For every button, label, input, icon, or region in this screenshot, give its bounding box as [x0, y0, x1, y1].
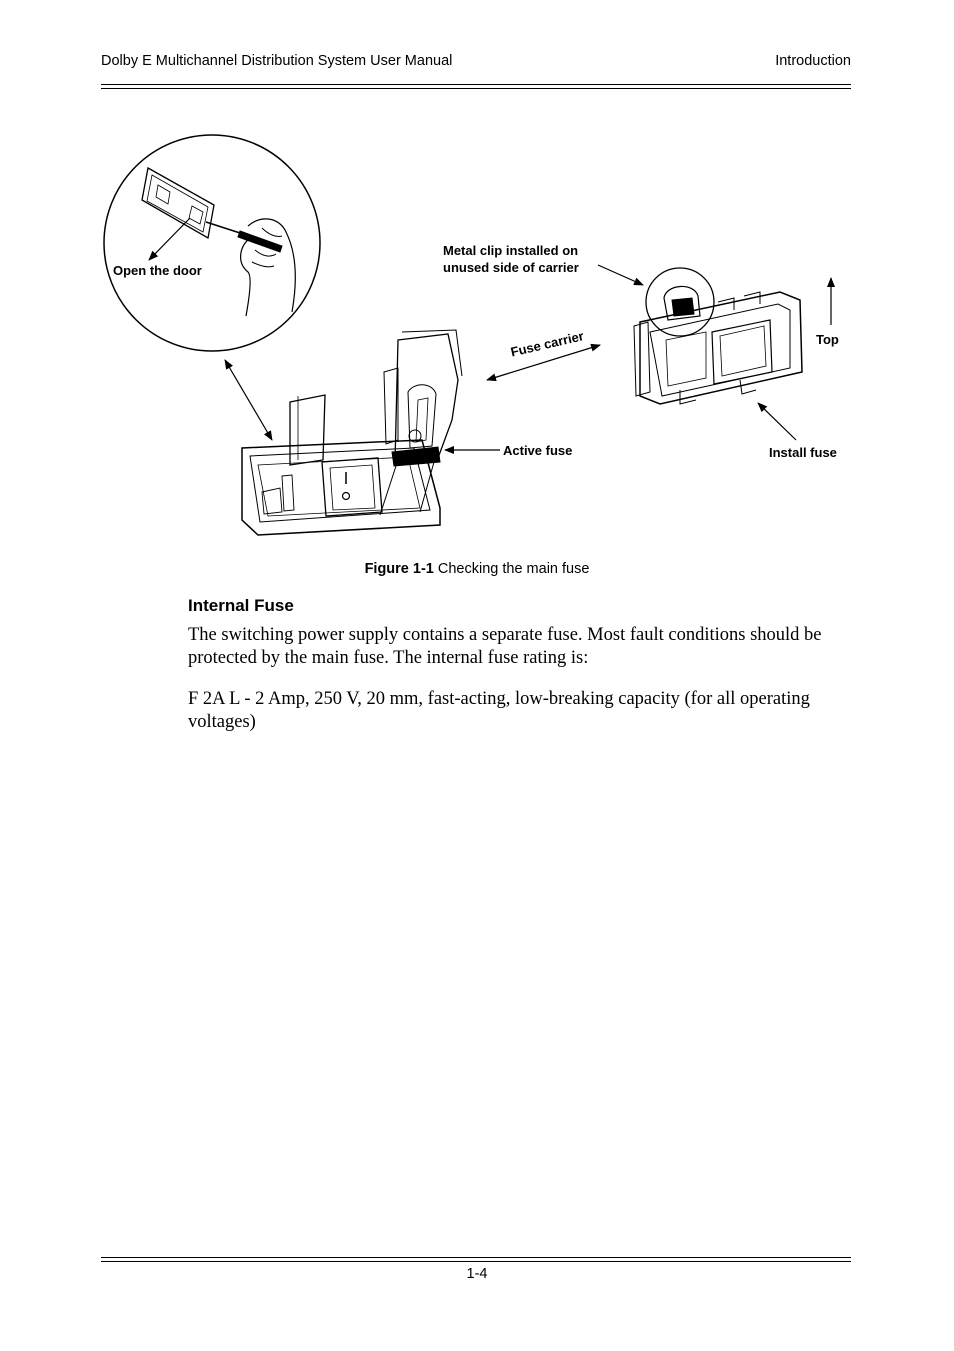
section-heading: Internal Fuse	[188, 596, 294, 615]
figure-caption	[0, 561, 954, 577]
label-fuse-carrier: Fuse carrier	[509, 328, 586, 360]
label-open-the-door: Open the door	[113, 263, 202, 278]
running-header-title: Dolby E Multichannel Distribution System User Manual	[101, 53, 453, 69]
metal-clip-leader	[598, 265, 643, 285]
label-active-fuse: Active fuse	[503, 443, 573, 458]
open-door-leader	[149, 218, 190, 260]
label-install-fuse: Install fuse	[769, 445, 837, 460]
figure-caption-text: Checking the main fuse	[433, 561, 590, 577]
power-entry-module	[242, 330, 462, 535]
detail-link-arrow	[225, 360, 272, 440]
install-fuse-leader	[758, 403, 796, 440]
footer-rule-top	[101, 1257, 851, 1258]
figure-number: Figure 1-1	[364, 561, 434, 577]
label-metal-clip-line1: Metal clip installed on	[443, 243, 579, 258]
door-detail-circle	[104, 135, 320, 351]
label-metal-clip-line2: unused side of carrier	[443, 260, 579, 275]
label-top: Top	[816, 332, 839, 347]
footer-rule-bottom	[101, 1261, 851, 1262]
fuse-illustration	[0, 0, 954, 600]
fuse-carrier	[634, 268, 802, 404]
body-paragraph-2: F 2A L - 2 Amp, 250 V, 20 mm, fast-acting, low-breaking capacity (for all operating voltages)	[188, 689, 810, 732]
body-paragraph-1: The switching power supply contains a separate fuse. Most fault conditions should be protected by the main fuse. The internal fuse rating is:	[188, 625, 822, 668]
page-number: 1-4	[466, 1266, 488, 1282]
running-header-section: Introduction	[775, 53, 851, 69]
